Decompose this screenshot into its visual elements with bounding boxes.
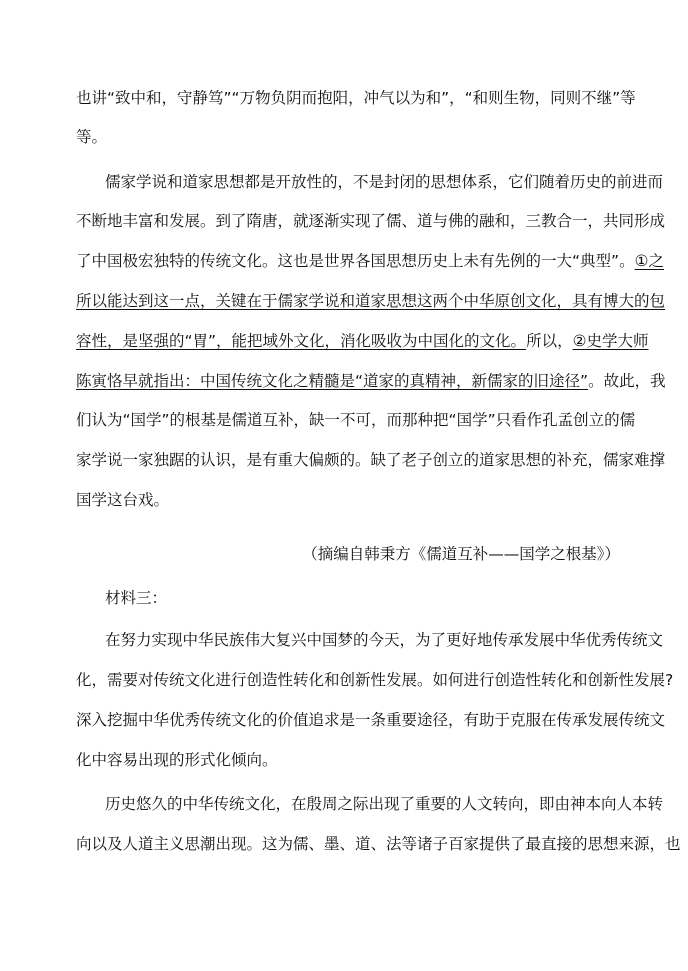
underlined-sentence-2: ②史学大师 (572, 332, 649, 350)
paragraph-line: 儒家学说和道家思想都是开放性的，不是封闭的思想体系，它们随着历史的前进而 (105, 173, 664, 191)
paragraph-line: 历史悠久的中华传统文化，在殷周之际出现了重要的人文转向，即由神本向人本转 (105, 795, 664, 813)
paragraph-line: 们认为“国学”的根基是儒道互补，缺一不可，而那种把“国学”只看作孔孟创立的儒 (76, 411, 636, 429)
underlined-sentence-1: ①之 (634, 252, 664, 270)
paragraph-line: 了中国极宏独特的传统文化。这也是世界各国思想历史上未有先例的一大“典型”。①之 (76, 252, 664, 270)
paragraph-line: 不断地丰富和发展。到了隋唐，就逐渐实现了儒、道与佛的融和，三教合一，共同形成 (76, 212, 666, 230)
paragraph-line: 容性，是坚强的“胃”，能把域外文化，消化吸收为中国化的文化。所以，②史学大师 (76, 332, 649, 350)
paragraph-line: 国学这台戏。 (76, 491, 170, 509)
underlined-sentence-1: 容性，是坚强的“胃”，能把域外文化，消化吸收为中国化的文化。 (76, 332, 527, 350)
paragraph-line: 家学说一家独踞的认识，是有重大偏颇的。缺了老子创立的道家思想的补充，儒家难撑 (76, 451, 666, 469)
paragraph-line (76, 291, 666, 311)
paragraph-line: 化中容易出现的形式化倾向。 (76, 751, 278, 769)
paragraph-line: 在努力实现中华民族伟大复兴中国梦的今天，为了更好地传承发展中华优秀传统文 (105, 631, 664, 649)
paragraph-line: 也讲“致中和，守静笃”“万物负阴而抱阳，冲气以为和”，“和则生物，同则不继”等 (76, 89, 636, 107)
underlined-sentence-2: 陈寅恪早就指出：中国传统文化之精髓是“道家的真精神，新儒家的旧途径” (76, 372, 589, 390)
section-heading: 材料三： (105, 589, 168, 607)
paragraph-line: 化，需要对传统文化进行创造性转化和创新性发展。如何进行创造性转化和创新性发展? (76, 671, 674, 689)
paragraph-line: 向以及人道主义思潮出现。这为儒、墨、道、法等诸子百家提供了最直接的思想来源，也 (76, 835, 681, 853)
underlined-sentence-1: 所以能达到这一点，关键在于儒家学说和道家思想这两个中华原创文化，具有博大的包 (76, 292, 666, 310)
paragraph-line: 等。 (76, 128, 108, 146)
paragraph-line: 陈寅恪早就指出：中国传统文化之精髓是“道家的真精神，新儒家的旧途径”。故此，我 (76, 372, 666, 390)
paragraph-line: 深入挖掘中华优秀传统文化的价值追求是一条重要途径，有助于克服在传承发展传统文 (76, 711, 666, 729)
source-citation: （摘编自韩秉方《儒道互补——国学之根基》） (302, 545, 620, 563)
